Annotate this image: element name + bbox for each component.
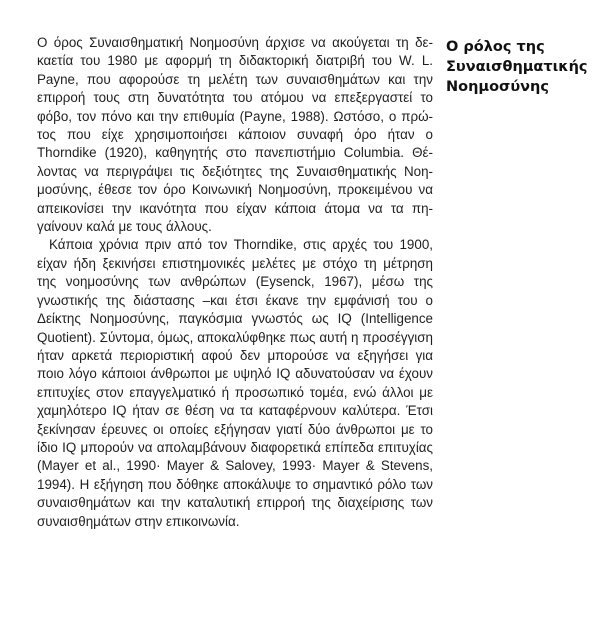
paragraph-2: Κάποια χρόνια πριν από τον Thorndike, στις αρχές του 1900, είχαν ήδη ξεκινήσει επιστημονικές μελέτες με στόχο τη μέτρηση της νοημοσύνης των ανθρώπων (Eysenck, 1967), μέσω της γνωστικής της διάστασης –και έτσι έκανε την εμφάνισή του ο Δείκτης Νοημοσύνης, παγκόσμια γνωστός ως IQ (Intelligence Quotient). Σύντομα, όμως, αποκαλύφθηκε πως αυτή η προσέγγιση ήταν αρκετά περιοριστική αφού δεν μπορούσε να εξηγήσει για ποιο λόγο κάποιοι άνθρωποι με υψηλό IQ αδυνατούσαν να έχουν επιτυχίες στον επαγγελματικό ή προσωπικό τομέα, ενώ άλλοι με χαμηλότερο IQ ήταν σε θέση να τα καταφέρνουν καλύτερα. Έτσι ξεκίνησαν έρευνες οι οποίες εξήγησαν γιατί δύο άνθρωποι με το ίδιο IQ μπορούν να απολαμβάνουν διαφορετικά επίπεδα επιτυχίας (Mayer et al., 1990· Mayer & Salovey, 1993· Mayer & Stevens, 1994). Η εξήγηση που δόθηκε αποκάλυψε το σημαντικό ρόλο των συναισθημάτων και την καταλυτική επιρροή της διαχείρισης των συναισθημάτων στην επικοινωνία.	[37, 237, 433, 529]
body-text-column	[37, 34, 433, 531]
paragraph-1: Ο όρος Συναισθηματική Νοημοσύνη άρχισε να ακούγεται τη δεκαετία του 1980 με αφορμή τη διδακτορική διατριβή του W. L. Payne, που αφορούσε τη μελέτη των συναισθημάτων και την επιρροή τους στη δυνατότητα του ατόμου να επεξεργαστεί το φόβο, τον πόνο και την επιθυμία (Payne, 1988). Ωστόσο, ο πρώτος που είχε χρησιμοποιήσει κάποιον συναφή όρο ήταν ο Thorndike (1920), καθηγητής στο πανεπιστήμιο Columbia. Θέλοντας να περιγράψει τις δεξιότητες της Συναισθηματικής Νοημοσύνης, έθεσε τον όρο Κοινωνική Νοημοσύνη, προκειμένου να απεικονίσει την ικανότητα που είχαν κάποια άτομα να τα πηγαίνουν καλά με τους άλλους.	[37, 35, 433, 235]
section-heading: Ο ρόλος της Συναισθηματικής Νοημοσύνης	[446, 39, 588, 95]
